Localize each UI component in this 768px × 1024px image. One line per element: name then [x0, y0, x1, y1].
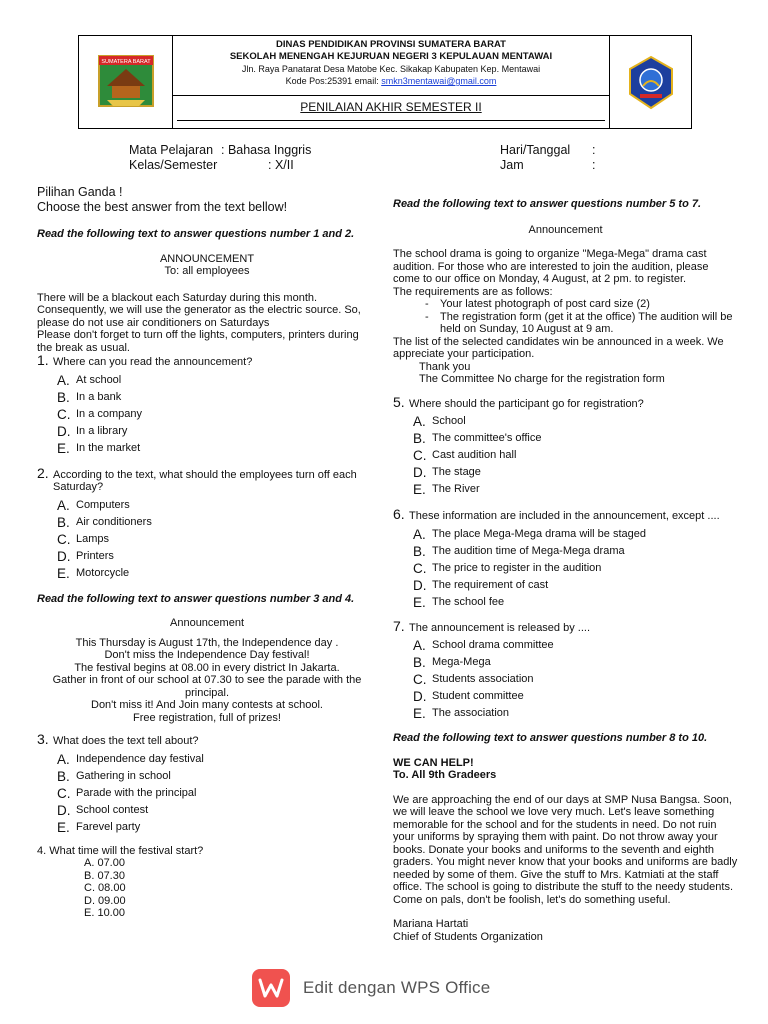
title-underline-rule — [177, 120, 605, 121]
question-1: 1. Where can you read the announcement? — [37, 352, 253, 368]
time-value: : — [592, 158, 596, 172]
regency-emblem-icon — [610, 36, 692, 128]
question-3-text: What does the text tell about? — [53, 735, 199, 747]
text4-signer-name: Mariana Hartati — [393, 918, 469, 930]
general-instruction: Choose the best answer from the text bellow! — [37, 200, 288, 214]
reading-instruction-2: Read the following text to answer questions number 3 and 4. — [37, 592, 355, 605]
question-2-options — [37, 497, 377, 582]
option-5d[interactable]: D. The stage — [413, 465, 481, 480]
day-label: Hari/Tanggal — [500, 143, 571, 157]
question-5-text: Where should the participant go for registration? — [409, 397, 644, 410]
exam-title-cell — [173, 96, 609, 128]
subject-value: : Bahasa Inggris — [221, 143, 312, 157]
text3-paragraph-1: The school drama is going to organize "Mega-Mega" drama cast audition. For those who are interested to join the audition, please come to our office on Monday, 4 August, at 2 pm. to register. — [393, 248, 709, 285]
text3-bullet-1: - Your latest photograph of post card size (2) — [425, 298, 650, 310]
wps-watermark-text: Edit dengan WPS Office — [303, 978, 491, 997]
option-2a[interactable]: A. Computers — [57, 497, 130, 513]
text3-paragraph-2: The requirements are as follows: — [393, 285, 553, 298]
text2-title: Announcement — [170, 617, 244, 629]
option-3e[interactable]: E. Farevel party — [57, 819, 141, 835]
text3-title: Announcement — [528, 223, 603, 236]
option-4c[interactable]: C. 08.00 — [84, 882, 126, 894]
question-6: 6. These information are included in the announcement, except .... — [393, 506, 720, 522]
text1-recipient: To: all employees — [164, 265, 250, 277]
email-link[interactable]: smkn3mentawai@gmail.com — [381, 76, 497, 86]
school-address: Jln. Raya Panatarat Desa Matobe Kec. Sikakap Kabupaten Kep. Mentawai — [241, 64, 541, 74]
question-7-text: The announcement is released by .... — [409, 621, 590, 634]
text1-paragraph-1: There will be a blackout each Saturday during this month. Consequently, we will use the generator as the electric source. So, please do not use air conditioners on Saturdays — [37, 291, 361, 329]
option-6d[interactable]: D. The requirement of cast — [413, 577, 549, 593]
option-6a[interactable]: A. The place Mega-Mega drama will be staged — [413, 526, 647, 542]
question-2: 2. According to the text, what should the employees turn off each Saturday? — [37, 464, 357, 493]
option-5e[interactable]: E. The River — [413, 482, 480, 497]
option-2c[interactable]: C. Lamps — [57, 531, 110, 547]
option-1d[interactable]: D. In a library — [57, 423, 128, 439]
option-3b[interactable]: B. Gathering in school — [57, 768, 171, 784]
right-column — [393, 198, 738, 943]
option-4a[interactable]: A. 07.00 — [84, 857, 125, 869]
text1-paragraph-2: Please don't forget to turn off the lights, computers, printers during the break as usual. — [37, 329, 359, 354]
option-3d[interactable]: D. School contest — [57, 802, 149, 818]
regency-logo — [609, 36, 691, 128]
text4-recipient: To. All 9th Gradeers — [393, 769, 497, 781]
option-2b[interactable]: B. Air conditioners — [57, 514, 152, 530]
option-4b[interactable]: B. 07.30 — [84, 869, 125, 882]
time-label: Jam — [500, 158, 524, 172]
option-7d[interactable]: D. Student committee — [413, 689, 524, 704]
question-1-text: Where can you read the announcement? — [53, 356, 253, 368]
exam-title: PENILAIAN AKHIR SEMESTER II — [300, 100, 482, 114]
section-label: Pilihan Ganda ! — [37, 185, 123, 199]
question-3-options — [37, 751, 377, 836]
option-7b[interactable]: B. Mega-Mega — [413, 655, 491, 670]
option-5b[interactable]: B. The committee's office — [413, 431, 542, 446]
option-2d[interactable]: D. Printers — [57, 548, 114, 564]
option-1a[interactable]: A. At school — [57, 372, 122, 388]
option-1b[interactable]: B. In a bank — [57, 389, 122, 405]
option-1e[interactable]: E. In the market — [57, 440, 141, 456]
class-label: Kelas/Semester — [129, 158, 218, 172]
option-5c[interactable]: C. Cast audition hall — [413, 448, 517, 463]
svg-text:SUMATERA BARAT: SUMATERA BARAT — [101, 59, 151, 65]
text2-line-6: Free registration, full of prizes! — [133, 711, 281, 724]
question-7-options — [393, 637, 738, 722]
reading-instruction-1: Read the following text to answer questions number 1 and 2. — [37, 228, 355, 240]
option-1c[interactable]: C. In a company — [57, 406, 143, 422]
question-1-options — [37, 372, 377, 457]
question-3: 3. What does the text tell about? — [37, 731, 199, 747]
option-2e[interactable]: E. Motorcycle — [57, 565, 130, 581]
option-7e[interactable]: E. The association — [413, 706, 510, 721]
text2-line-5: Don't miss it! And Join many contests at school. — [91, 699, 323, 711]
province-emblem-icon — [79, 36, 173, 128]
question-2-text: According to the text, what should the employees turn off each Saturday? — [53, 468, 357, 493]
day-value: : — [592, 143, 596, 157]
option-6e[interactable]: E. The school fee — [413, 594, 505, 610]
text1-title: ANNOUNCEMENT — [159, 252, 255, 265]
text3-signature: The Committee No charge for the registration form — [419, 373, 665, 385]
option-3c[interactable]: C. Parade with the principal — [57, 785, 197, 801]
subject-row: Mata Pelajaran — [129, 143, 214, 157]
question-7: 7. The announcement is released by .... — [393, 617, 590, 634]
text2-line-4: Gather in front of our school at 07.30 to see the parade with the principal. — [52, 674, 362, 699]
text4-title: WE CAN HELP! — [393, 756, 474, 769]
question-4-text: 4. What time will the festival start? — [37, 844, 204, 857]
option-3a[interactable]: A. Independence day festival — [57, 751, 204, 767]
option-7a[interactable]: A. School drama committee — [413, 638, 554, 653]
letterhead — [78, 35, 692, 129]
option-7c[interactable]: C. Students association — [413, 672, 534, 687]
letterhead-text — [173, 36, 609, 96]
left-column — [37, 185, 377, 920]
wps-logo-icon — [252, 969, 290, 1007]
reading-instruction-3: Read the following text to answer questions number 5 to 7. — [393, 198, 702, 210]
question-4-options — [37, 857, 377, 920]
question-5: 5. Where should the participant go for registration? — [393, 393, 644, 410]
option-6c[interactable]: C. The price to register in the audition — [413, 560, 602, 576]
option-4d[interactable]: D. 09.00 — [84, 894, 126, 907]
option-4e[interactable]: E. 10.00 — [84, 907, 125, 919]
question-5-options — [393, 413, 738, 498]
province-logo — [79, 36, 173, 128]
wps-watermark[interactable] — [252, 970, 490, 1006]
text4-signer-role: Chief of Students Organization — [393, 930, 543, 943]
class-value: : X/II — [268, 158, 294, 172]
contact-line: Kode Pos:25391 email: smkn3mentawai@gmail.com — [285, 76, 497, 86]
text3-closing: Thank you — [419, 360, 471, 373]
question-6-text: These information are included in the announcement, except .... — [409, 510, 720, 522]
text3-paragraph-3: The list of the selected candidates win be announced in a week. We appreciate your participation. — [393, 335, 724, 360]
text2-line-1: This Thursday is August 17th, the Independence day . — [75, 636, 339, 649]
question-6-options — [393, 526, 738, 611]
option-6b[interactable]: B. The audition time of Mega-Mega drama — [413, 543, 625, 559]
text3-bullet-2: - The registration form (get it at the office) The audition will be held on Sunday, 10 August at 9 am. — [425, 310, 733, 335]
text2-line-3: The festival begins at 08.00 in every district In Jakarta. — [74, 661, 340, 674]
agency-name: DINAS PENDIDIKAN PROVINSI SUMATERA BARAT — [276, 39, 506, 50]
reading-instruction-4: Read the following text to answer questions number 8 to 10. — [393, 732, 708, 744]
option-5a[interactable]: A. School — [413, 414, 466, 429]
text4-paragraph: We are approaching the end of our days at SMP Nusa Bangsa. Soon, we will leave the school we love very much. Let's leave something memorable for the school and for the students in need. Do not ruin your uniforms by spraying them with paint. Do not throw away your books. Donate your books and uniforms to the seventh and eighth graders. You might never know that your books and uniforms are badly needed by some of them. Give the stuff to Mrs. Katmiati at the staff office. The school is going to distribute the stuff to the needy students. Come on pals, don't be foolish, let's do something useful. — [393, 793, 738, 906]
school-name: SEKOLAH MENENGAH KEJURUAN NEGERI 3 KEPULAUAN MENTAWAI — [229, 51, 553, 62]
text2-line-2: Don't miss the Independence Day festival! — [104, 649, 310, 661]
